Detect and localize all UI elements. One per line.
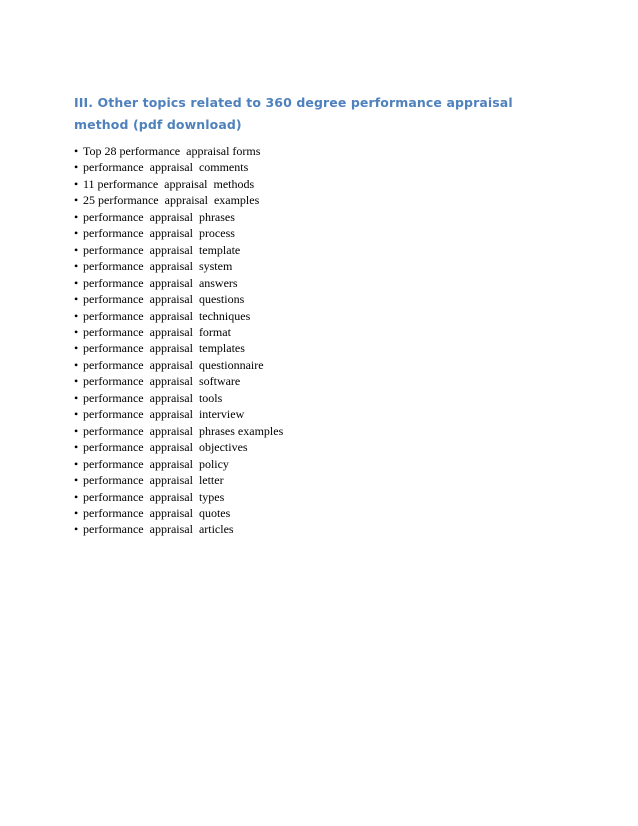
bullet-icon: • [74,324,79,339]
section-heading: III. Other topics related to 360 degree performance appraisal method (pdf download) [74,95,513,132]
topic-text: performance appraisal techniques [83,308,251,323]
topic-text: performance appraisal process [83,226,235,241]
list-item [74,357,283,373]
topic-text: performance appraisal templates [83,341,245,356]
bullet-icon: • [74,489,79,504]
topic-text: performance appraisal policy [83,456,229,471]
topic-text: performance appraisal letter [83,473,224,488]
bullet-icon: • [74,242,79,257]
topic-text: performance appraisal interview [83,407,245,422]
topic-text: 11 performance appraisal methods [83,176,255,191]
list-item [74,308,283,324]
bullet-icon: • [74,374,79,389]
bullet-icon: • [74,275,79,290]
bullet-icon: • [74,357,79,372]
topic-text: performance appraisal tools [83,390,223,405]
list-item [74,192,283,208]
list-item [74,258,283,274]
bullet-icon: • [74,193,79,208]
list-item [74,390,283,406]
topic-text: performance appraisal system [83,259,233,274]
topic-text: performance appraisal software [83,374,241,389]
bullet-icon: • [74,407,79,422]
bullet-icon: • [74,522,79,537]
list-item [74,225,283,241]
bullet-icon: • [74,209,79,224]
topic-text: performance appraisal comments [83,160,249,175]
list-item [74,521,283,537]
topic-list [74,143,283,538]
topic-text: performance appraisal questions [83,292,245,307]
list-item [74,373,283,389]
bullet-icon: • [74,390,79,405]
topic-text: performance appraisal answers [83,275,238,290]
bullet-icon: • [74,144,79,158]
list-item [74,242,283,258]
bullet-icon: • [74,341,79,356]
topic-text: performance appraisal questionnaire [83,357,264,372]
topic-text: performance appraisal quotes [83,505,231,520]
topic-text: Top 28 performance appraisal forms [83,144,261,158]
topic-text: performance appraisal phrases examples [83,423,284,438]
topic-text: performance appraisal format [83,324,231,339]
list-item [74,505,283,521]
list-item [74,472,283,488]
bullet-icon: • [74,160,79,175]
list-item [74,340,283,356]
list-item [74,143,283,159]
list-item [74,324,283,340]
bullet-icon: • [74,292,79,307]
list-item [74,209,283,225]
topic-text: performance appraisal objectives [83,440,248,455]
list-item [74,291,283,307]
topic-text: performance appraisal phrases [83,209,235,224]
list-item [74,489,283,505]
topic-text: 25 performance appraisal examples [83,193,260,208]
topic-text: performance appraisal types [83,489,225,504]
list-item [74,406,283,422]
list-item [74,275,283,291]
bullet-icon: • [74,176,79,191]
bullet-icon: • [74,226,79,241]
list-item [74,456,283,472]
bullet-icon: • [74,308,79,323]
bullet-icon: • [74,473,79,488]
bullet-icon: • [74,440,79,455]
list-item [74,159,283,175]
bullet-icon: • [74,259,79,274]
topic-text: performance appraisal template [83,242,241,257]
list-item [74,176,283,192]
bullet-icon: • [74,456,79,471]
list-item [74,439,283,455]
bullet-icon: • [74,423,79,438]
bullet-icon: • [74,505,79,520]
topic-text: performance appraisal articles [83,522,234,537]
list-item [74,423,283,439]
